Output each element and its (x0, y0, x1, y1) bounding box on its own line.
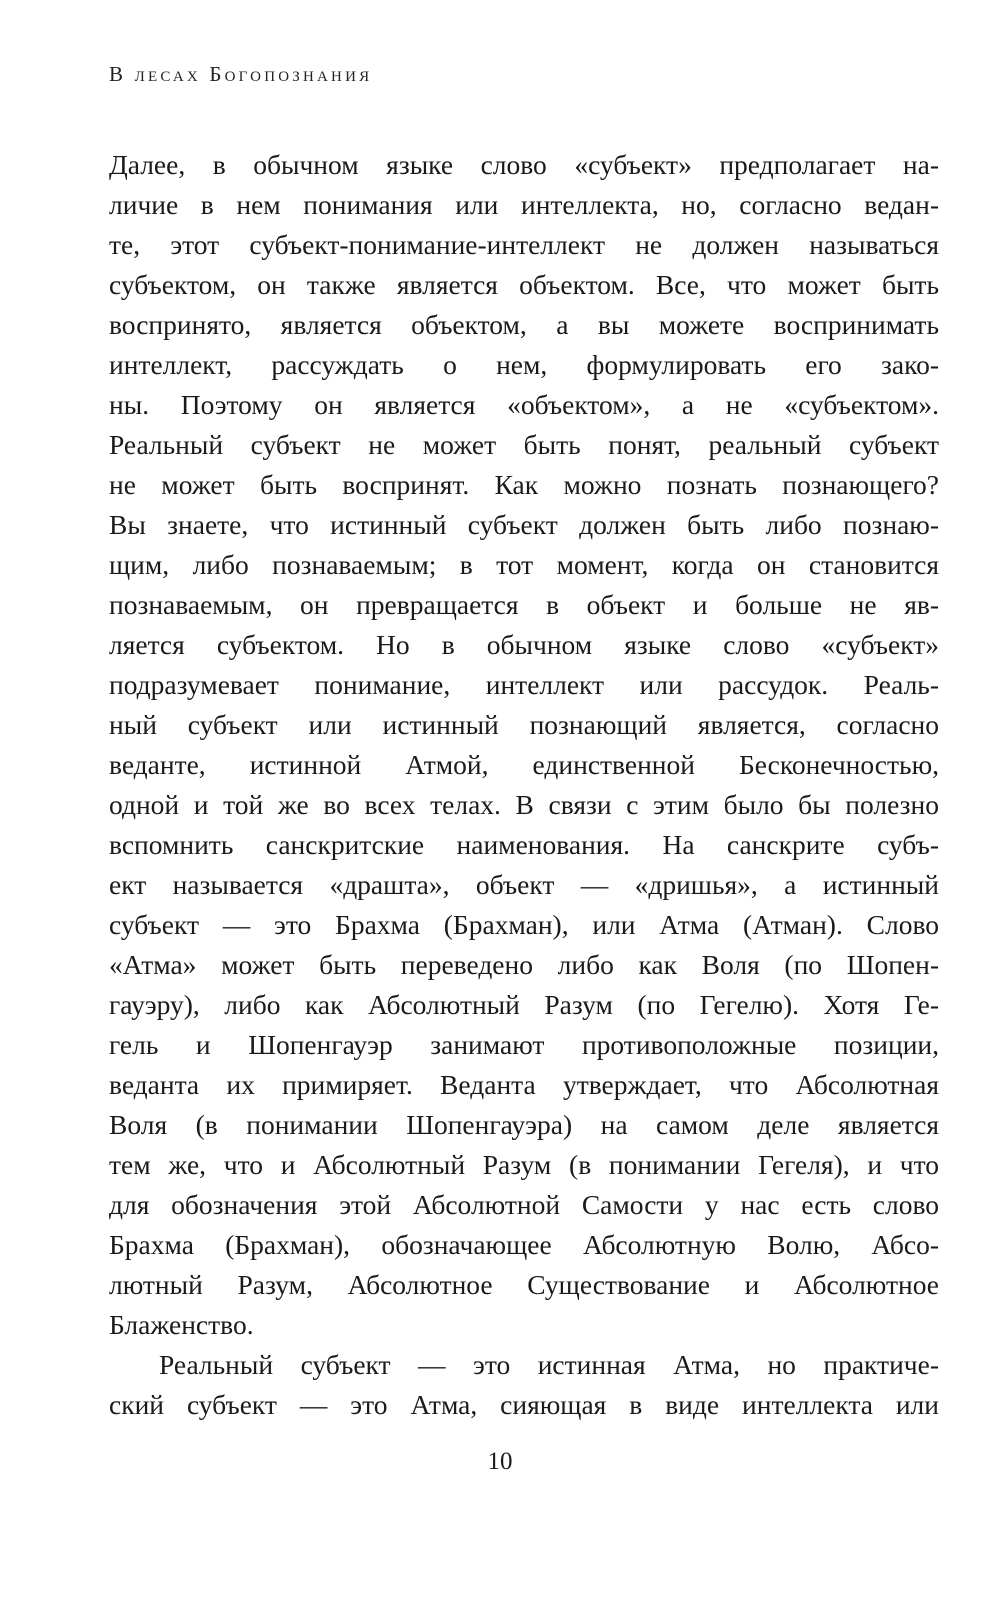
text-line: лютный Разум, Абсолютное Существование и Абсолютное (109, 1269, 939, 1300)
text-line: не может быть воспринят. Как можно познать познающего? (109, 469, 939, 500)
text-line: те, этот субъект-понимание-интеллект не должен называться (109, 229, 939, 260)
body-text (109, 145, 939, 1425)
text-line: для обозначения этой Абсолютной Самости у нас есть слово (109, 1189, 939, 1220)
text-line: личие в нем понимания или интеллекта, но, согласно ведан- (109, 189, 939, 220)
text-line: ект называется «драшта», объект — «дришья», а истинный (109, 869, 939, 900)
text-line: вспомнить санскритские наименования. На санскрите субъ- (109, 829, 939, 860)
text-line: субъектом, он также является объектом. Все, что может быть (109, 269, 939, 300)
text-line: субъект — это Брахма (Брахман), или Атма (Атман). Слово (109, 909, 939, 940)
paragraph (109, 1345, 939, 1425)
text-line: тем же, что и Абсолютный Разум (в понимании Гегеля), и что (109, 1149, 939, 1180)
text-line: ляется субъектом. Но в обычном языке слово «субъект» (109, 629, 939, 660)
text-line: Блаженство. (109, 1309, 254, 1340)
text-line: веданте, истинной Атмой, единственной Бесконечностью, (109, 749, 939, 780)
text-line: Реальный субъект не может быть понят, реальный субъект (109, 429, 939, 460)
text-line: интеллект, рассуждать о нем, формулировать его зако- (109, 349, 939, 380)
text-line: Воля (в понимании Шопенгауэра) на самом деле является (109, 1109, 939, 1140)
text-line: гель и Шопенгауэр занимают противоположные позиции, (109, 1029, 939, 1060)
text-line: ны. Поэтому он является «объектом», а не «субъектом». (109, 389, 939, 420)
text-line: Брахма (Брахман), обозначающее Абсолютную Волю, Абсо- (109, 1229, 939, 1260)
text-line: ный субъект или истинный познающий является, согласно (109, 709, 939, 740)
text-line: познаваемым, он превращается в объект и больше не яв- (109, 589, 939, 620)
text-line: «Атма» может быть переведено либо как Воля (по Шопен- (109, 949, 939, 980)
paragraph (109, 145, 939, 1345)
text-line: воспринято, является объектом, а вы можете воспринимать (109, 309, 939, 340)
text-line: Вы знаете, что истинный субъект должен быть либо познаю- (109, 509, 939, 540)
text-line: одной и той же во всех телах. В связи с этим было бы полезно (109, 789, 939, 820)
text-line: Далее, в обычном языке слово «субъект» предполагает на- (109, 149, 939, 180)
text-line: щим, либо познаваемым; в тот момент, когда он становится (109, 549, 939, 580)
text-line: подразумевает понимание, интеллект или рассудок. Реаль- (109, 669, 939, 700)
running-head: В лесах Богопознания (109, 62, 373, 86)
text-line: гауэру), либо как Абсолютный Разум (по Гегелю). Хотя Ге- (109, 989, 939, 1020)
text-line: Реальный субъект — это истинная Атма, но практиче- (159, 1349, 939, 1380)
text-line: веданта их примиряет. Веданта утверждает, что Абсолютная (109, 1069, 939, 1100)
text-line: ский субъект — это Атма, сияющая в виде интеллекта или (109, 1389, 939, 1420)
page-number: 10 (487, 1448, 513, 1475)
